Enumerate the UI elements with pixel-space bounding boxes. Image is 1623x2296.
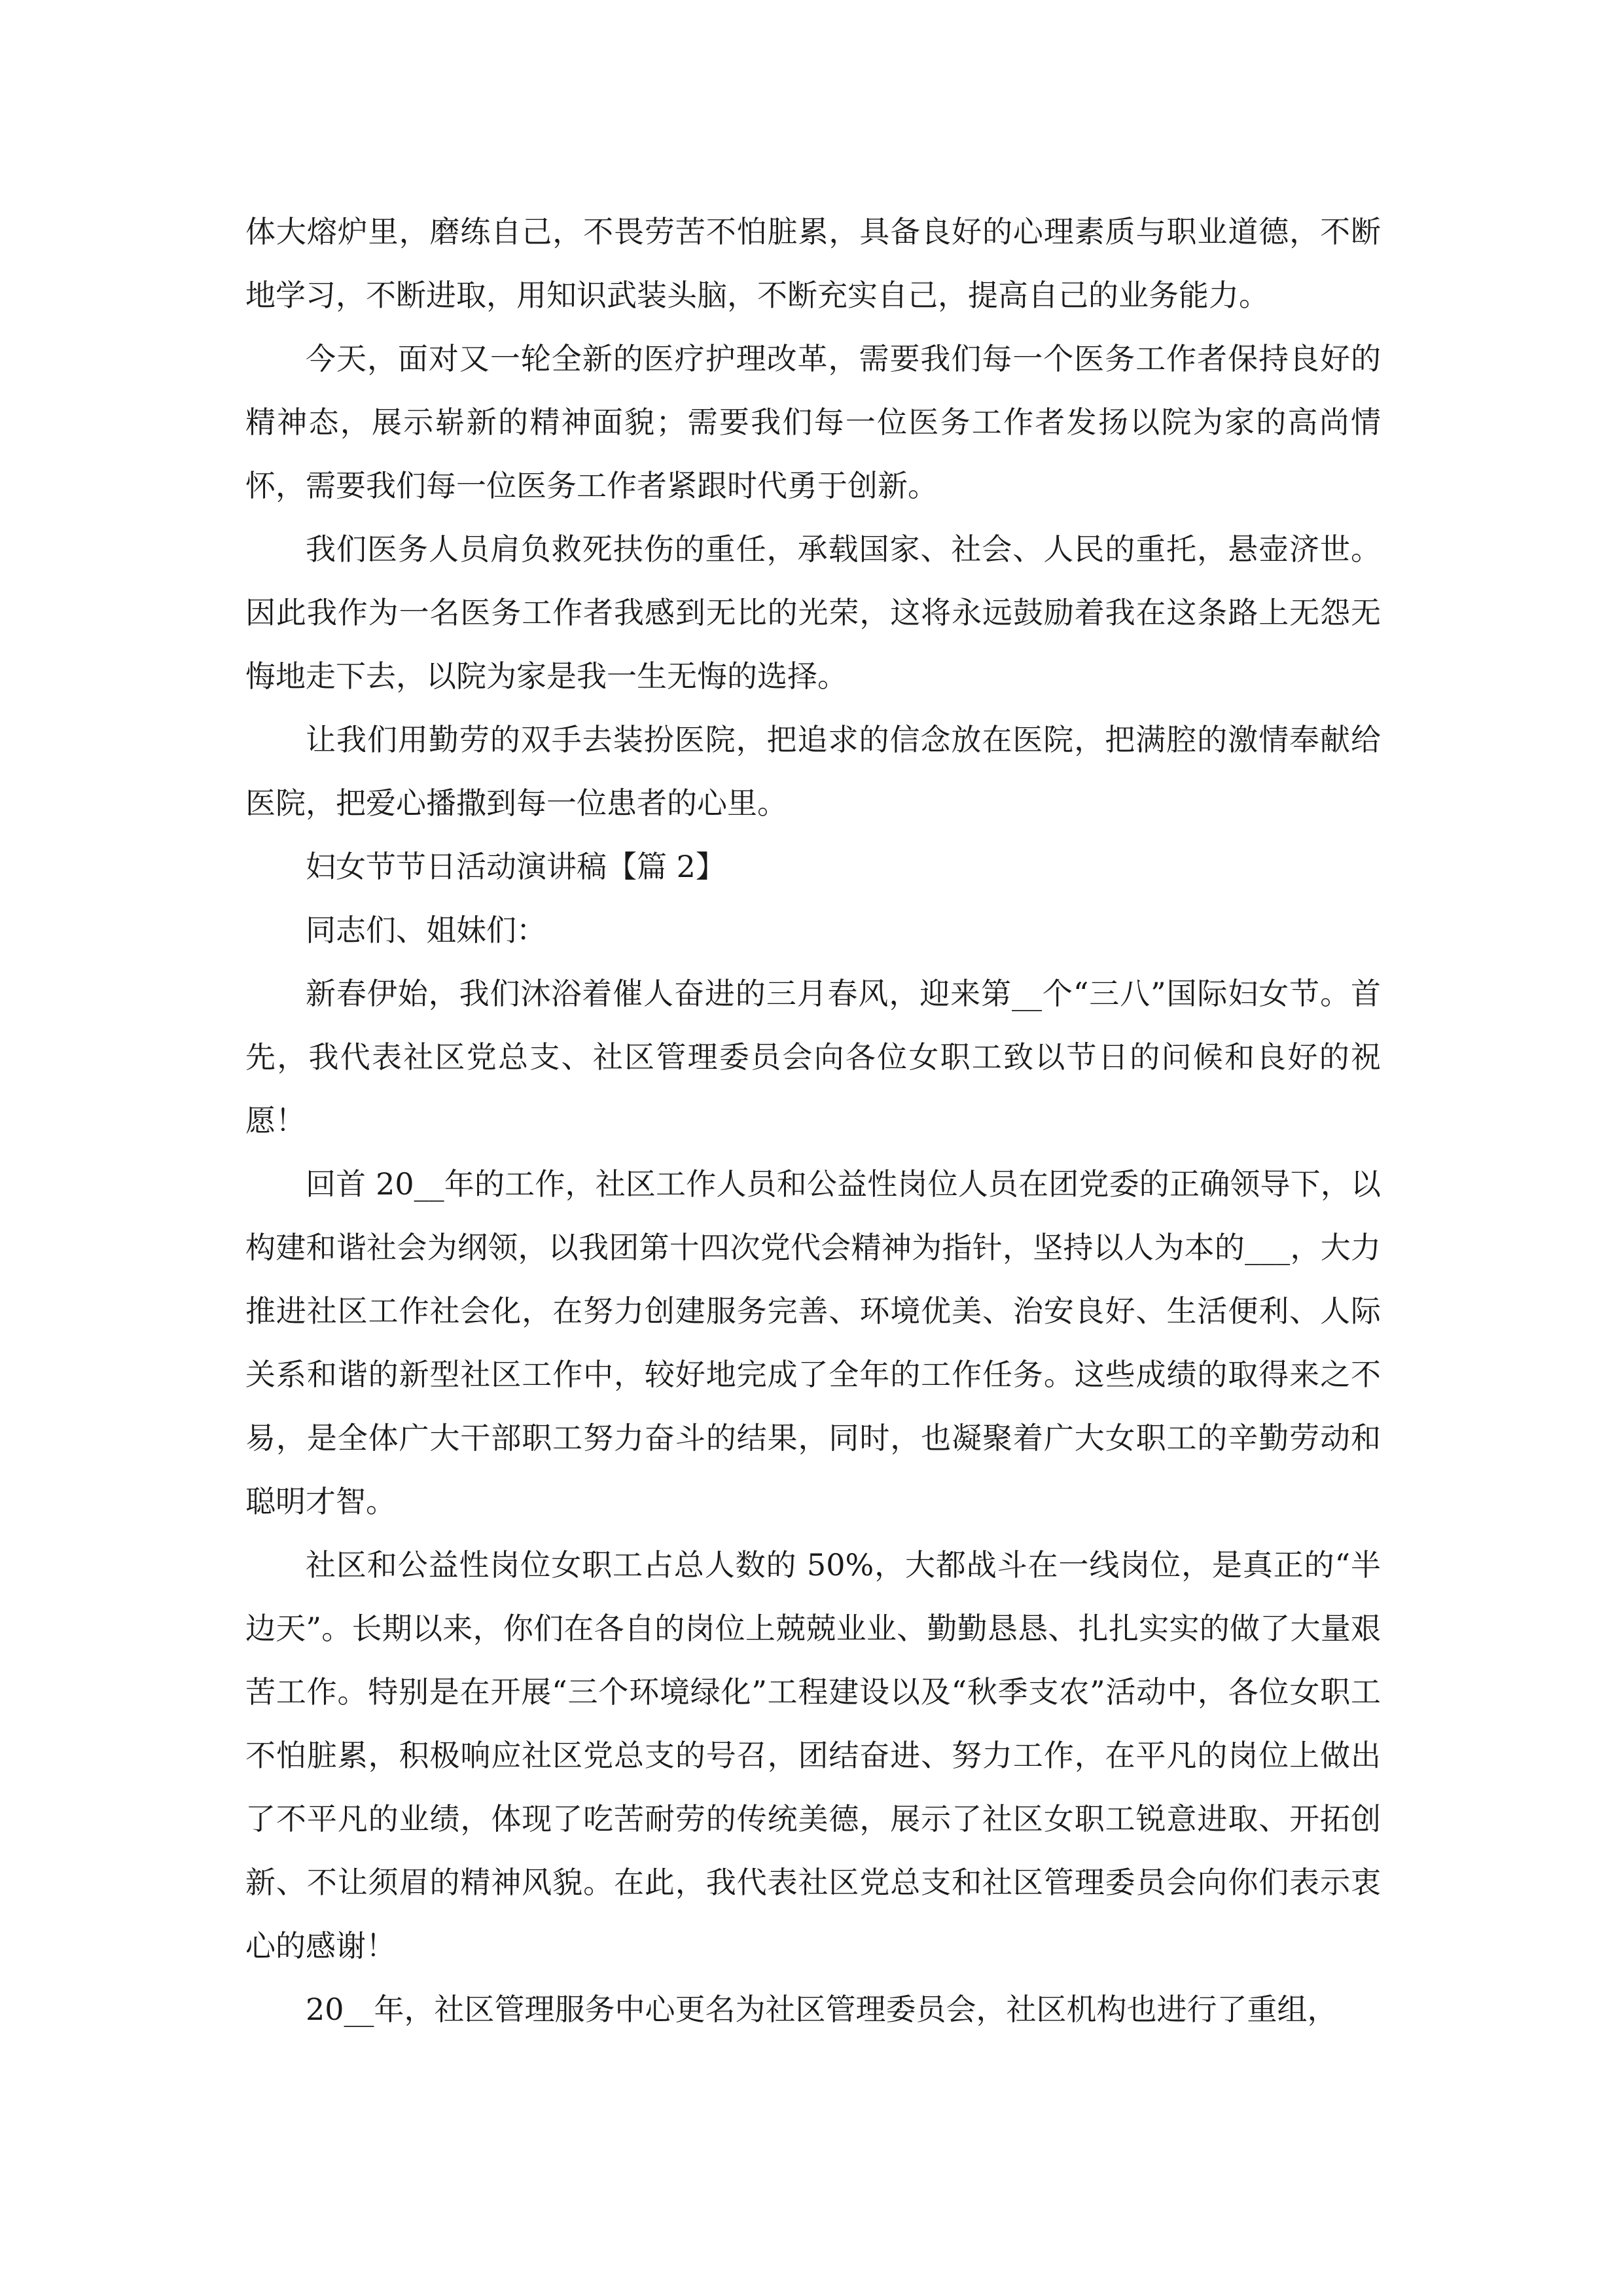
paragraph-continued: 体大熔炉里，磨练自己，不畏劳苦不怕脏累，具备良好的心理素质与职业道德，不断地学习，不断进取，用知识武装头脑，不断充实自己，提高自己的业务能力。: [245, 214, 1381, 313]
paragraph: 今天，面对又一轮全新的医疗护理改革，需要我们每一个医务工作者保持良好的精神态，展示崭新的精神面貌；需要我们每一位医务工作者发扬以院为家的高尚情怀，需要我们每一位医务工作者紧跟时代勇于创新。: [245, 341, 1381, 503]
greeting: 同志们、姐妹们：: [306, 912, 546, 948]
paragraph: 新春伊始，我们沐浴着催人奋进的三月春风，迎来第__个“三八”国际妇女节。首先，我代表社区党总支、社区管理委员会向各位女职工致以节日的问候和良好的祝愿！: [245, 976, 1381, 1138]
paragraph: 20__年，社区管理服务中心更名为社区管理委员会，社区机构也进行了重组，: [306, 1992, 1338, 2027]
paragraph: 社区和公益性岗位女职工占总人数的 50%，大都战斗在一线岗位，是真正的“半边天”。长期以来，你们在各自的岗位上兢兢业业、勤勤恳恳、扎扎实实的做了大量艰苦工作。特别是在开展“三个环境绿化”工程建设以及“秋季支农”活动中，各位女职工不怕脏累，积极响应社区党总支的号召，团结奋进、努力工作，在平凡的岗位上做出了不平凡的业绩，体现了吃苦耐劳的传统美德，展示了社区女职工锐意进取、开拓创新、不让须眉的精神风貌。在此，我代表社区党总支和社区管理委员会向你们表示衷心的感谢！: [245, 1547, 1381, 1964]
paragraph: 让我们用勤劳的双手去装扮医院，把追求的信念放在医院，把满腔的激情奉献给医院，把爱心播撒到每一位患者的心里。: [245, 722, 1381, 821]
document-body: [245, 200, 1381, 2041]
paragraph: 回首 20__年的工作，社区工作人员和公益性岗位人员在团党委的正确领导下，以构建和谐社会为纲领，以我团第十四次党代会精神为指针，坚持以人为本的___，大力推进社区工作社会化，在努力创建服务完善、环境优美、治安良好、生活便利、人际关系和谐的新型社区工作中，较好地完成了全年的工作任务。这些成绩的取得来之不易，是全体广大干部职工努力奋斗的结果，同时，也凝聚着广大女职工的辛勤劳动和聪明才智。: [245, 1166, 1381, 1519]
section-title: 妇女节节日活动演讲稿【篇 2】: [306, 849, 726, 884]
paragraph: 我们医务人员肩负救死扶伤的重任，承载国家、社会、人民的重托，悬壶济世。因此我作为一名医务工作者我感到无比的光荣，这将永远鼓励着我在这条路上无怨无悔地走下去，以院为家是我一生无悔的选择。: [245, 531, 1381, 694]
